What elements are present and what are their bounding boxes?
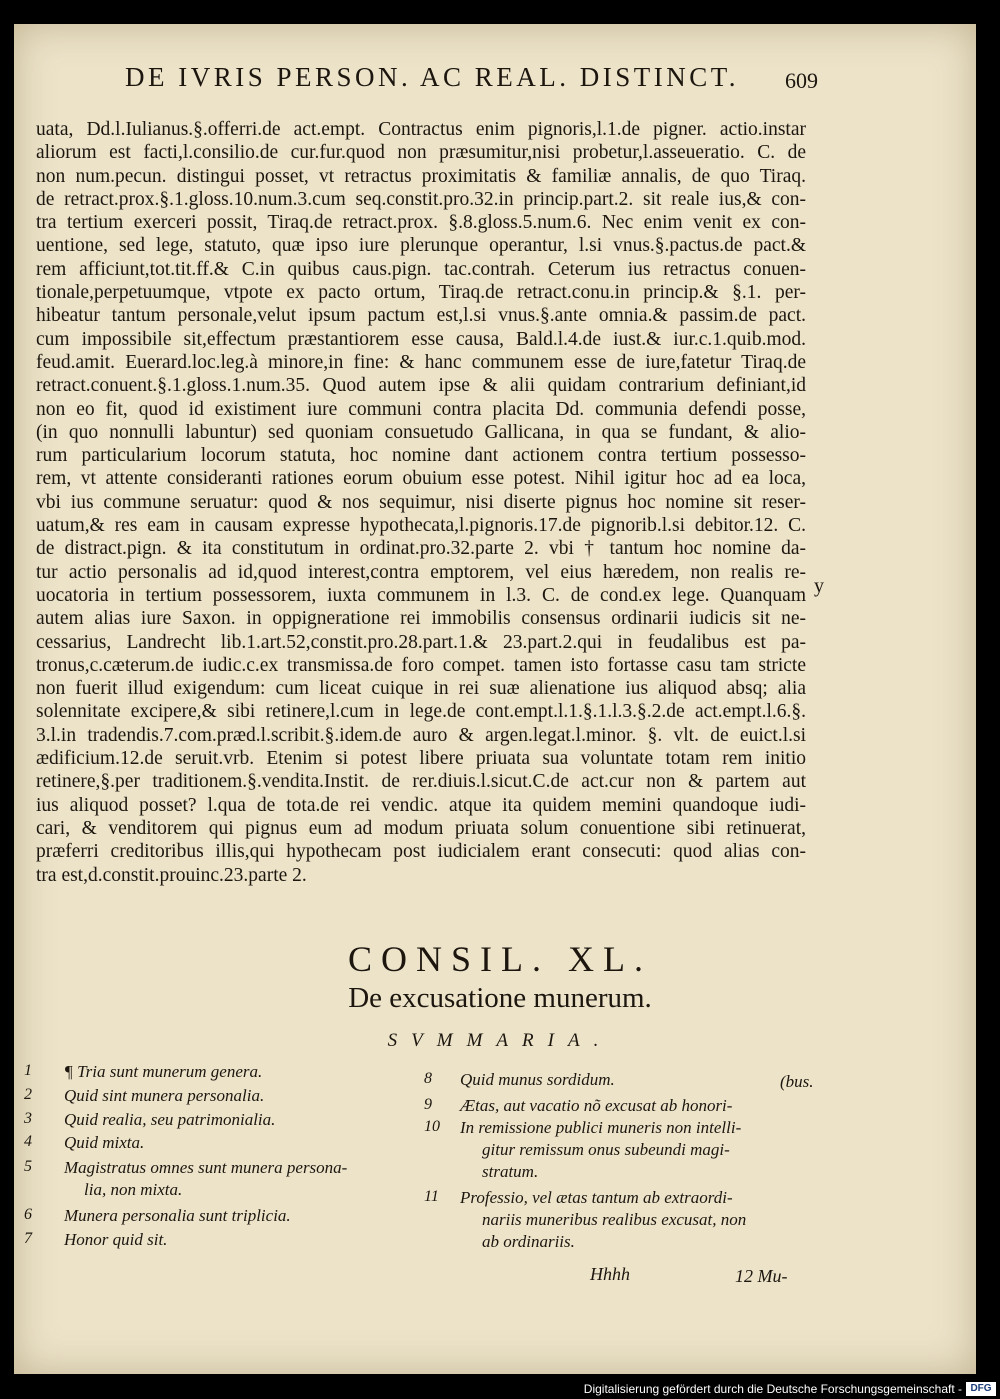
- signature-mark: Hhhh: [590, 1264, 630, 1284]
- summaria-number: 8: [424, 1070, 432, 1087]
- text-line: uentione, sed lege, statuto, quæ ipso iure plerunque operantur, l.si vnus.§.pactus.de pact.&: [36, 235, 806, 257]
- text-line: 3.l.in tradendis.7.com.præd.l.scribit.§.idem.de auro & argen.legat.l.minor. §. vlt. de euict.l.si: [36, 724, 806, 746]
- summaria-number: 7: [24, 1230, 32, 1247]
- summaria-text: Professio, vel ætas tantum ab extraordi-: [460, 1188, 733, 1207]
- text-line: cessarius, Landrecht lib.1.art.52,constit.pro.28.part.1.& 23.part.2.qui in feudalibus est pa-: [36, 631, 806, 653]
- text-line: præferri creditoribus illis,qui hypothecam post iudicialem erant consecuti: quod alias con-: [36, 841, 806, 863]
- text-line: tra tertium exerceri possit, Tiraq.de retract.prox. §.8.gloss.5.num.6. Nec enim venit ex con-: [36, 212, 806, 234]
- summaria-text-continued: gitur remissum onus subeundi magi-: [482, 1140, 730, 1159]
- text-line: feud.amit. Euerard.loc.leg.à minore,in fine: & hanc communem esse de iure,fatetur Tiraq.de: [36, 351, 806, 373]
- section-subtitle: De excusatione munerum.: [348, 982, 652, 1014]
- summaria-text-continued: nariis muneribus realibus excusat, non: [482, 1210, 747, 1229]
- dfg-logo: DFG: [966, 1382, 996, 1396]
- margin-note: y: [814, 575, 824, 597]
- summaria-text-continued: lia, non mixta.: [84, 1180, 183, 1199]
- summaria-number: 4: [24, 1133, 32, 1150]
- text-line: retinere,§.per traditionem.§.vendita.Instit. de rer.diuis.l.sicut.C.de act.cur non & partem aut: [36, 771, 806, 793]
- summaria-number: 10: [424, 1118, 440, 1135]
- summaria-text: Munera personalia sunt triplicia.: [64, 1206, 291, 1225]
- running-title: DE IVRIS PERSON. AC REAL. DISTINCT.: [125, 62, 740, 92]
- text-line: uocatoria in tertium possessorem, iuxta communem in l.3. C. de cond.ex lege. Quanquam: [36, 584, 806, 606]
- footer-credit: Digitalisierung gefördert durch die Deutsche Forschungsgemeinschaft -: [583, 1382, 962, 1396]
- summaria-text: Quid sint munera personalia.: [64, 1086, 265, 1105]
- text-line: tionale,perpetuumque, vtpote ex pacto ortum, Tiraq.de retract.conu.in princip.& §.1. per-: [36, 282, 806, 304]
- summaria-text-tail: (bus.: [780, 1072, 814, 1091]
- summaria-text-continued: stratum.: [482, 1162, 539, 1181]
- text-line: uata, Dd.l.Iulianus.§.offerri.de act.empt. Contractus enim pignoris,l.1.de pigner. actio.instar: [36, 119, 806, 140]
- text-line: cari, & venditorem qui pignus eum ad modum priuata solum conuentione sibi retinuerat,: [36, 817, 806, 839]
- text-line: non fuerit illud exigendum: cum liceat cuique in rei suæ alienatione ius aliquod absq; alia: [36, 678, 806, 700]
- summaria-number: 11: [424, 1188, 439, 1205]
- text-line: ædificium.12.de seruit.vrb. Etenim si potest libere priuata sua voluntate totam rem initio: [36, 748, 806, 770]
- summaria-text: Honor quid sit.: [64, 1230, 168, 1249]
- summaria-number: 6: [24, 1206, 32, 1223]
- text-line: tur actio personalis ad id,quod interest,contra emptorem, vel eius hæredem, non realis re-: [36, 561, 806, 583]
- summaria-text: Quid mixta.: [64, 1133, 145, 1152]
- text-line: rem, vt attente consideranti rationes eorum obuium esse potest. Nihil igitur hoc ad ea loca,: [36, 468, 806, 490]
- text-line: non eo fit, quod id existiment iure communi contra placita Dd. communia defendi posse,: [36, 398, 806, 420]
- text-line: rem afficiunt,tot.tit.ff.& C.in quibus caus.pign. tac.contrah. Ceterum ius retractus conuen-: [36, 258, 806, 280]
- text-line: uatum,& res eam in causam expresse hypothecata,l.pignoris.17.de pignorib.l.si debitor.12. C.: [36, 515, 806, 537]
- text-line: retract.conuent.§.1.gloss.1.num.35. Quod autem ipse & alii quidam contrarium definiant,id: [36, 375, 806, 397]
- footer-bar: [0, 1380, 1000, 1399]
- text-line: cum impossibile sit,effectum præstantiorem esse causa, Bald.l.4.de iust.& iur.c.1.quib.mod.: [36, 328, 806, 350]
- summaria-text: In remissione publici muneris non intelli-: [460, 1118, 742, 1137]
- summaria-number: 1: [24, 1062, 32, 1079]
- text-line: aliorum est facti,l.consilio.de cur.fur.quod non præsumitur,nisi probetur,l.asseueratio. C. de: [36, 142, 806, 164]
- text-line: ius aliquod posset? l.qua de tota.de rei vendic. atque ita quidem memini quandoque iudi-: [36, 794, 806, 816]
- summaria-number: 5: [24, 1158, 32, 1175]
- summaria-text: Quid munus sordidum.: [460, 1070, 615, 1089]
- summaria-text: ¶ Tria sunt munerum genera.: [64, 1062, 263, 1081]
- text-line: hibeatur tantum personale,velut ipsum pactum est,l.si vnus.§.ante omnia.& passim.de pact.: [36, 305, 806, 327]
- text-line: tra est,d.constit.prouinc.23.parte 2.: [36, 864, 307, 886]
- text-line: rum particularium locorum statuta, hoc nomine dant actionem contra tertium possesso-: [36, 445, 806, 467]
- text-line: autem alias iure Saxon. in oppigneratione rei immobilis consensus ordinarii iudicis sit ne-: [36, 608, 806, 630]
- summaria-text: Ætas, aut vacatio nõ excusat ab honori-: [460, 1096, 733, 1115]
- summaria-number: 9: [424, 1096, 432, 1113]
- summaria-text: Quid realia, seu patrimonialia.: [64, 1110, 276, 1129]
- text-line: solennitate excipere,& sibi retinere,l.cum in lege.de cont.empt.l.1.§.1.l.3.§.2.de act.empt.l.6.§.: [36, 701, 806, 723]
- summaria-text-continued: ab ordinariis.: [482, 1232, 575, 1251]
- text-line: de retract.prox.§.1.gloss.10.num.3.cum seq.constit.pro.32.in princip.part.2. sit reale ius,& con-: [36, 188, 806, 210]
- summaria-heading: SVMMARIA.: [387, 1030, 613, 1051]
- page-number: 609: [785, 68, 818, 93]
- catchword: 12 Mu-: [735, 1266, 788, 1286]
- text-line: tronus,c.cæterum.de iudic.c.ex transmissa.de foro compet. tamen isto fortasse casu tam stricte: [36, 654, 806, 676]
- summaria-number: 3: [24, 1110, 32, 1127]
- summaria-number: 2: [24, 1086, 32, 1103]
- summaria-text: Magistratus omnes sunt munera persona-: [64, 1158, 348, 1177]
- section-title: CONSIL. XL.: [348, 939, 652, 979]
- text-line: non num.pecun. distingui posset, vt retractus proximitatis & familiæ annalis, de quo Tiraq.: [36, 165, 806, 187]
- text-line: (in quo nonnulli labuntur) sed quoniam consuetudo Gallicana, in qua se fundant, & alio-: [36, 421, 806, 443]
- text-line: vbi ius commune seruatur: quod & nos sequimur, nisi diserte pignus hoc nomine sit reser-: [36, 491, 806, 513]
- body-text: [36, 118, 806, 887]
- text-line: de distract.pign. & ita constitutum in ordinat.pro.32.parte 2. vbi † tantum hoc nomine da-: [36, 538, 806, 560]
